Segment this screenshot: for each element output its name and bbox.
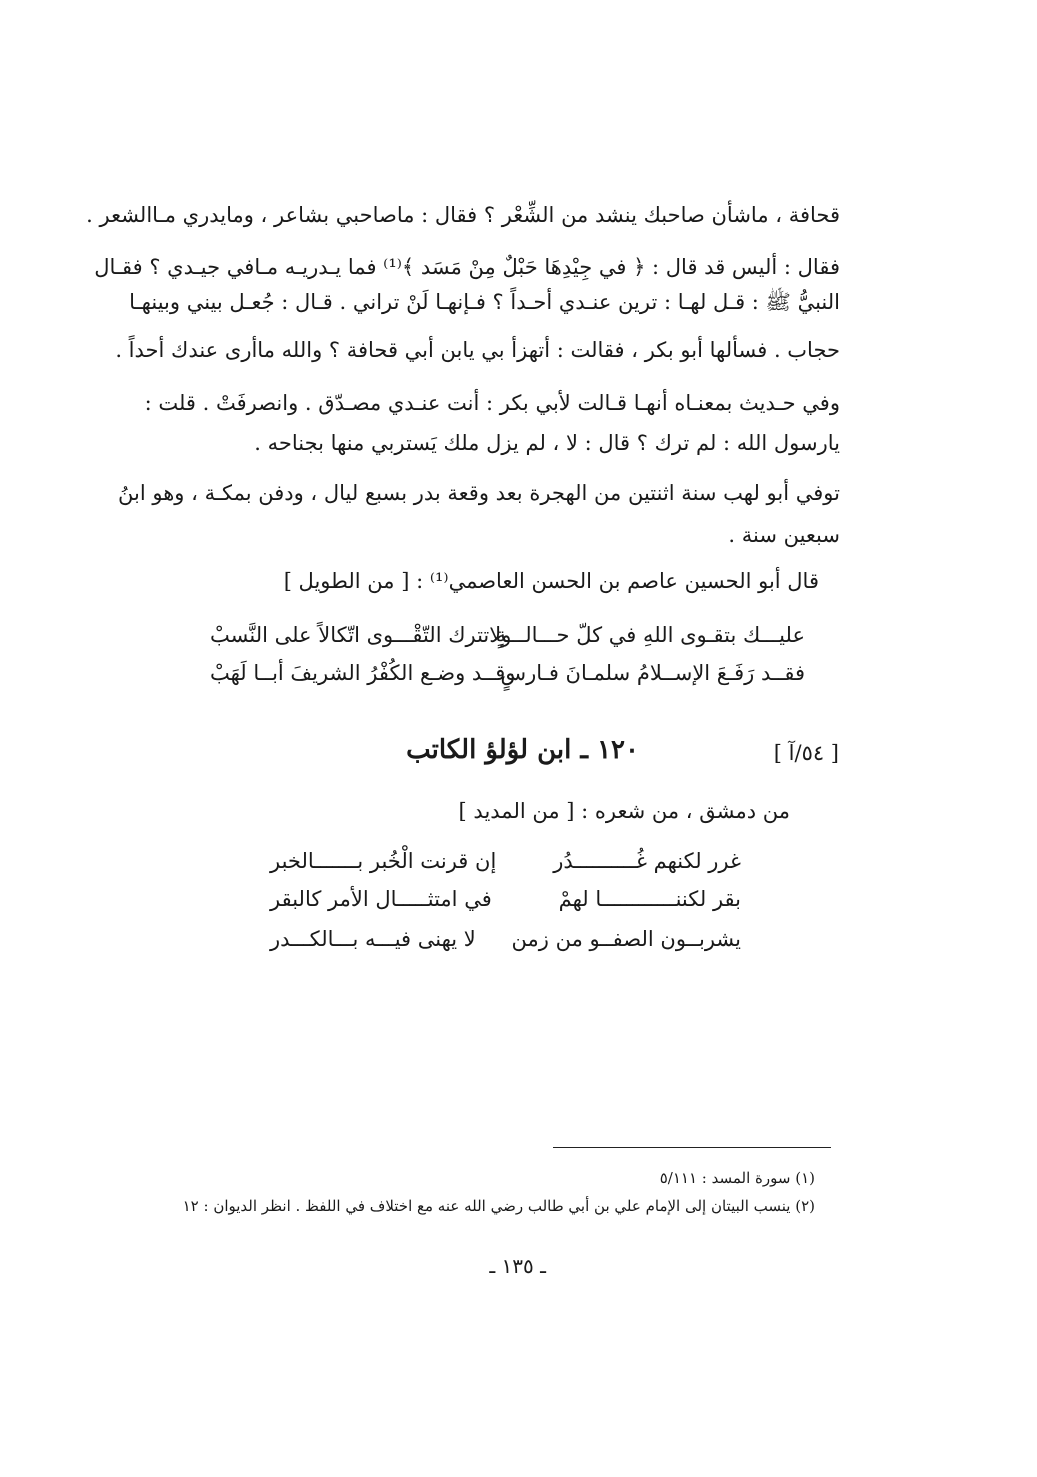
footnote: (٢) ينسب البيتان إلى الإمام علي بن أبي طالب رضي الله عنه مع اختلاف في اللفظ . انظر الديوان : ١٢	[182, 1197, 815, 1215]
text-line: يارسول الله : لم ترك ؟ قال : لا ، لم يزل ملك يَستربي منها بجناحه .	[254, 431, 840, 455]
text-line: حجاب . فسألها أبو بكر ، فقالت : أتهزأ بي يابن أبي قحافة ؟ والله ماأرى عندك أحداً .	[115, 338, 840, 362]
footnote: (١) سورة المسد : ٥/١١١	[659, 1169, 815, 1187]
footnote-separator	[553, 1147, 831, 1148]
verse-right-hemistich: فقــد رَفَـعَ الإســلامُ سلمـانَ فـارسٍ	[500, 661, 805, 685]
verse-left-hemistich: ولاتترك التّقْـــوى اتّكالاً على النَّسبْ	[210, 623, 512, 647]
verse-right-hemistich: عليـــك بتقـوى اللهِ في كلّ حـــالـــةٍ	[495, 623, 805, 647]
verse-left-hemistich: لا يهنى فيـــه بـــالكـــدر	[270, 927, 476, 951]
verse-right-hemistich: يشربــون الصفــو من زمن	[511, 927, 741, 951]
verse-right-hemistich: بقر لكننــــــــــــا لهمْ	[558, 887, 741, 911]
verse-right-hemistich: غرر لكنهم غُــــــــــدُر	[553, 849, 741, 873]
section-title: ١٢٠ ـ ابن لؤلؤ الكاتب	[406, 735, 639, 765]
text-line: فقال : أليس قد قال : ﴿ في جِيْدِهَا حَبْلٌ مِنْ مَسَد ﴾⁽¹⁾ فما يـدريـه مـافي جيـدي ؟ فقـال	[94, 255, 840, 279]
folio-reference: [ ٥٤/آ ]	[773, 741, 839, 765]
page-number: ـ ١٣٥ ـ	[489, 1254, 546, 1278]
text-line: سبعين سنة .	[728, 523, 840, 547]
text-line: النبيُّ ﷺ : قـل لهـا : ترين عنـدي أحـداً ؟ فـإنهـا لَنْ تراني . قـال : جُعـل بيني وبينهـا	[129, 290, 840, 314]
text-line: توفي أبو لهب سنة اثنتين من الهجرة بعد وقعة بدر بسبع ليال ، ودفن بمكـة ، وهو ابنُ	[118, 481, 840, 505]
poem-intro: قال أبو الحسين عاصم بن الحسن العاصمي⁽¹⁾ : [ من الطويل ]	[283, 569, 819, 593]
verse-left-hemistich: في امتثـــــال الأمر كالبقر	[270, 887, 492, 911]
text-line: قحافة ، ماشأن صاحبك ينشد من الشِّعْر ؟ فقال : ماصاحبي بشاعر ، ومايدري مـاالشعر .	[86, 203, 840, 227]
verse-left-hemistich: وقــد وضـع الكُفْرُ الشريفَ أبــا لَهَبْ	[210, 661, 516, 685]
text-line: وفي حـديث بمعنـاه أنهـا قـالت لأبي بكر : أنت عنـدي مصـدّق . وانصرفَتْ . قلت :	[144, 391, 840, 415]
poem-intro: من دمشق ، من شعره : [ من المديد ]	[458, 799, 790, 823]
verse-left-hemistich: إن قرنت الْخُبر بـــــــالخبر	[270, 849, 497, 873]
